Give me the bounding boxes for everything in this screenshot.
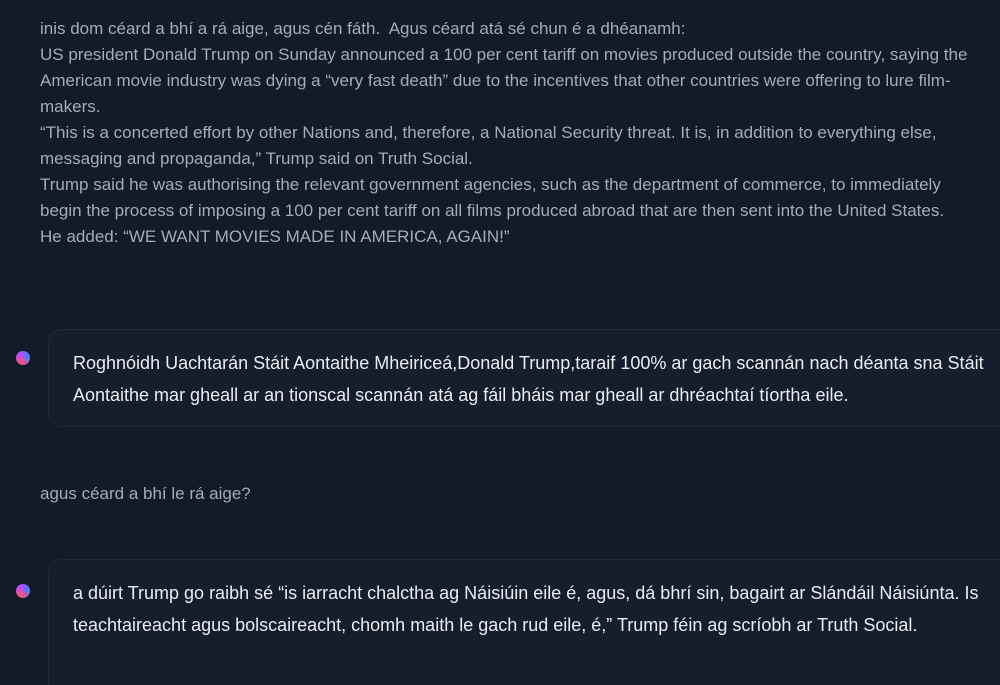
assistant-avatar-icon <box>16 351 30 365</box>
user-message-line: “This is a concerted effort by other Nations and, therefore, a National Security threat. It is, in addition to everything else, messaging and propaganda,” Trump said on Truth Social. <box>40 123 942 168</box>
user-message-text: agus céard a bhí le rá aige? <box>40 484 251 503</box>
user-message <box>40 481 970 507</box>
assistant-avatar-icon <box>16 584 30 598</box>
assistant-message-bubble <box>48 329 1000 427</box>
user-message-line: Trump said he was authorising the relevant government agencies, such as the department of commerce, to immediately begin the process of imposing a 100 per cent tariff on all films produced abroad that are then sent into the United States. <box>40 175 946 220</box>
user-message-line: He added: “WE WANT MOVIES MADE IN AMERICA, AGAIN!” <box>40 227 510 246</box>
assistant-message-text: a dúirt Trump go raibh sé “is iarracht chalctha ag Náisiúin eile é, agus, dá bhrí sin, bagairt ar Slándáil Náisiúnta. Is teachtaireacht agus bolscaireacht, chomh maith le gach rud eile, é,” Trump féin ag scríobh ar Truth Social. <box>73 583 979 635</box>
assistant-message-bubble <box>48 559 1000 685</box>
user-message <box>40 16 970 250</box>
user-message-line: inis dom céard a bhí a rá aige, agus cén fáth. Agus céard atá sé chun é a dhéanamh: <box>40 19 686 38</box>
user-message-line: US president Donald Trump on Sunday announced a 100 per cent tariff on movies produced outside the country, saying the American movie industry was dying a “very fast death” due to the incentives that other countries were offering to lure film-makers. <box>40 45 972 116</box>
assistant-message-text: Roghnóidh Uachtarán Stáit Aontaithe Mheiriceá,Donald Trump,taraif 100% ar gach scannán nach déanta sna Stáit Aontaithe mar gheall ar an tionscal scannán atá ag fáil bháis mar gheall ar dhréachtaí tíortha eile. <box>73 353 984 405</box>
